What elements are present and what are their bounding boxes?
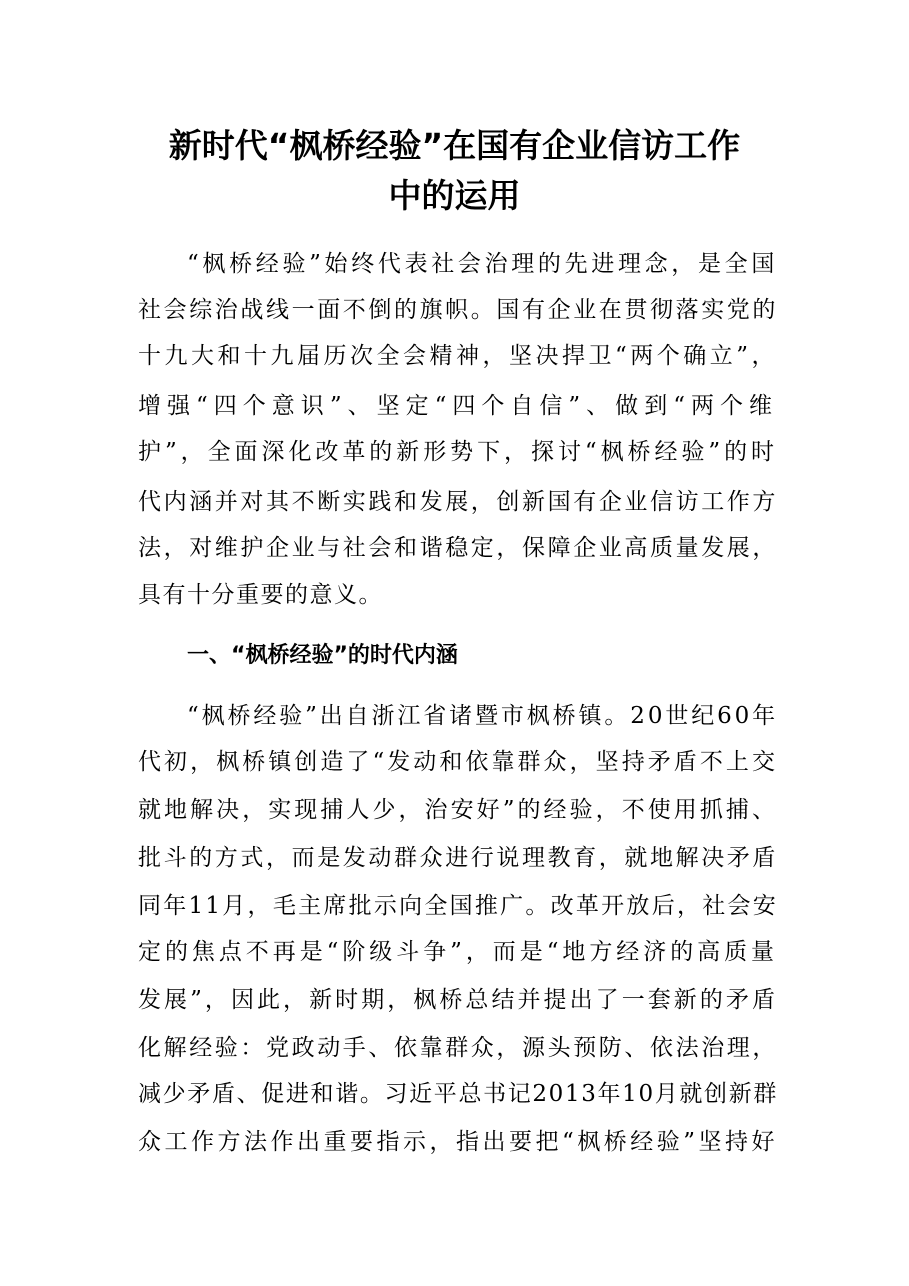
- paragraph-line: 具有十分重要的意义。: [138, 582, 383, 608]
- paragraph-line: 批斗的方式，而是发动群众进行说理教育，就地解决矛盾: [138, 845, 778, 871]
- paragraph-line: 众工作方法作出重要指示，指出要把“枫桥经验”坚持好: [138, 1129, 778, 1155]
- document-title-line-2: 中的运用: [388, 176, 521, 215]
- paragraph-line: 增强“四个意识”、坚定“四个自信”、做到“两个维: [138, 393, 778, 419]
- paragraph-line: 代内涵并对其不断实践和发展，创新国有企业信访工作方: [138, 489, 778, 515]
- paragraph-line: 定的焦点不再是“阶级斗争”，而是“地方经济的高质量: [138, 939, 778, 965]
- paragraph-line: 减少矛盾、促进和谐。习近平总书记2013年10月就创新群: [138, 1081, 778, 1107]
- paragraph-line: 化解经验：党政动手、依靠群众，源头预防、依法治理，: [138, 1035, 778, 1061]
- paragraph-line: 就地解决，实现捕人少，治安好”的经验，不使用抓捕、: [138, 797, 778, 823]
- paragraph-line: 代初，枫桥镇创造了“发动和依靠群众，坚持矛盾不上交: [138, 749, 778, 775]
- paragraph-line: 发展”，因此，新时期，枫桥总结并提出了一套新的矛盾: [138, 987, 778, 1013]
- paragraph-line: 同年11月，毛主席批示向全国推广。改革开放后，社会安: [138, 893, 778, 919]
- section-heading: 一、“枫桥经验”的时代内涵: [187, 643, 458, 668]
- paragraph-line: “枫桥经验”始终代表社会治理的先进理念，是全国: [187, 251, 778, 277]
- paragraph-line: 社会综治战线一面不倒的旗帜。国有企业在贯彻落实党的: [138, 297, 778, 323]
- document-title-line-1: 新时代“枫桥经验”在国有企业信访工作: [168, 126, 741, 165]
- paragraph-line: 十九大和十九届历次全会精神，坚决捍卫“两个确立”，: [138, 343, 778, 369]
- paragraph-line: 护”，全面深化改革的新形势下，探讨“枫桥经验”的时: [138, 439, 778, 465]
- paragraph-line: “枫桥经验”出自浙江省诸暨市枫桥镇。20世纪60年: [187, 703, 778, 729]
- paragraph-line: 法，对维护企业与社会和谐稳定，保障企业高质量发展，: [138, 535, 778, 561]
